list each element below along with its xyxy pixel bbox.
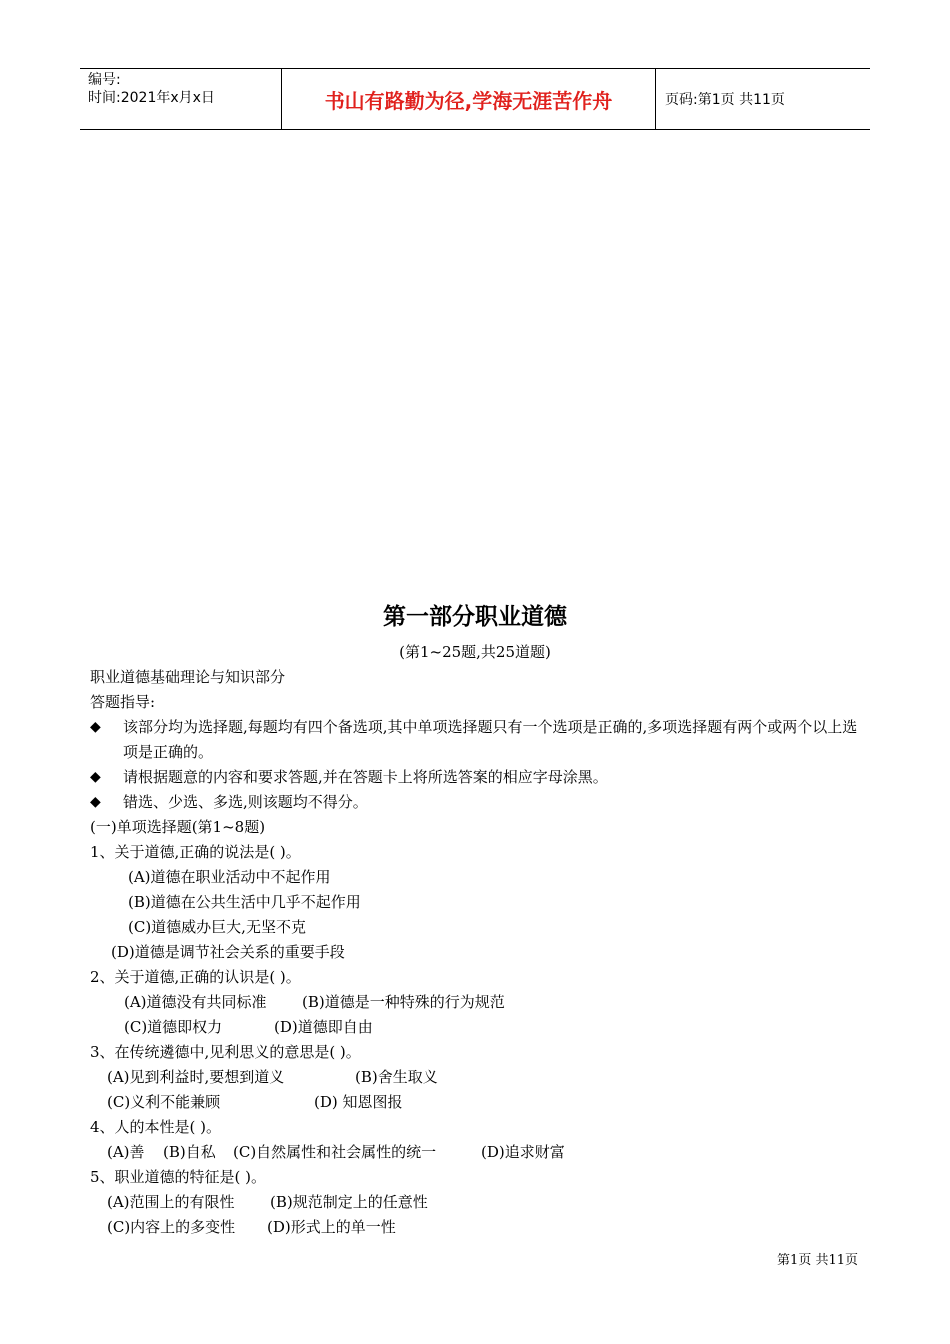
question-option: (D)道德即自由 bbox=[274, 1018, 373, 1036]
question-option: (B)自私 bbox=[163, 1143, 216, 1161]
question-option: (A)见到利益时,要想到道义 bbox=[107, 1068, 285, 1086]
question-option: (B)道德在公共生活中几乎不起作用 bbox=[128, 893, 361, 911]
header-meta bbox=[80, 69, 280, 129]
question-stem: 1、关于道德,正确的说法是( )。 bbox=[90, 843, 301, 861]
question-option: (B)规范制定上的任意性 bbox=[270, 1193, 428, 1211]
guide-bullet bbox=[90, 765, 865, 790]
page-title: 第一部分职业道德 bbox=[383, 603, 567, 630]
guide-label: 答题指导: bbox=[90, 693, 156, 711]
question-option-row bbox=[90, 1015, 865, 1040]
question-option: (C)自然属性和社会属性的统一 bbox=[233, 1143, 437, 1161]
question-option: (D)形式上的单一性 bbox=[267, 1218, 396, 1236]
header-page-cell bbox=[655, 69, 870, 129]
question-stem: 5、职业道德的特征是( )。 bbox=[90, 1168, 267, 1186]
guide-bullet-text: 请根据题意的内容和要求答题,并在答题卡上将所选答案的相应字母涂黑。 bbox=[123, 768, 608, 786]
question-option: (D)追求财富 bbox=[481, 1143, 565, 1161]
question-option: (C)道德即权力 bbox=[124, 1018, 223, 1036]
question-stem: 2、关于道德,正确的认识是( )。 bbox=[90, 968, 301, 986]
question-option: (A)范围上的有限性 bbox=[107, 1193, 235, 1211]
question-option-row bbox=[90, 1140, 865, 1165]
question-option-row bbox=[90, 1065, 865, 1090]
section-heading: 职业道德基础理论与知识部分 bbox=[90, 668, 286, 686]
part-heading: (一)单项选择题(第1~8题) bbox=[90, 818, 266, 836]
guide-bullet-text: 错选、少选、多选,则该题均不得分。 bbox=[123, 793, 368, 811]
guide-bullet bbox=[90, 790, 865, 815]
question-option: (C)内容上的多变性 bbox=[107, 1218, 236, 1236]
header-motto-cell bbox=[281, 69, 656, 129]
question-option: (B)道德是一种特殊的行为规范 bbox=[302, 993, 505, 1011]
page-subtitle: (第1~25题,共25道题) bbox=[399, 643, 551, 661]
diamond-bullet-icon: ◆ bbox=[90, 794, 101, 810]
question-option-row bbox=[90, 1215, 865, 1240]
question-stem: 4、人的本性是( )。 bbox=[90, 1118, 222, 1136]
diamond-bullet-icon: ◆ bbox=[90, 769, 101, 785]
question-option: (C)义利不能兼顾 bbox=[107, 1093, 221, 1111]
diamond-bullet-icon: ◆ bbox=[90, 719, 101, 735]
guide-bullet-text: 该部分均为选择题,每题均有四个备选项,其中单项选择题只有一个选项是正确的,多项选择题有两个或两个以上选项是正确的。 bbox=[123, 718, 858, 761]
document-body bbox=[90, 665, 865, 1240]
question-option: (C)道德威办巨大,无坚不克 bbox=[128, 918, 306, 936]
question-option: (A)道德没有共同标准 bbox=[124, 993, 267, 1011]
document-time-label: 时间:2021年x月x日 bbox=[88, 90, 215, 106]
question-option: (D)道德是调节社会关系的重要手段 bbox=[111, 943, 345, 961]
header-motto: 书山有路勤为径,学海无涯苦作舟 bbox=[324, 88, 613, 113]
header-page-info: 页码:第1页 共11页 bbox=[665, 92, 785, 108]
question-option: (D) 知恩图报 bbox=[314, 1093, 403, 1111]
page-header bbox=[80, 68, 870, 130]
question-stem: 3、在传统遴德中,见利思义的意思是( )。 bbox=[90, 1043, 361, 1061]
question-option: (A)道德在职业活动中不起作用 bbox=[128, 868, 331, 886]
page-footer: 第1页 共11页 bbox=[777, 1253, 858, 1268]
question-option-row bbox=[90, 1090, 865, 1115]
question-option-row bbox=[90, 1190, 865, 1215]
guide-bullet bbox=[90, 715, 865, 765]
question-option: (B)舍生取义 bbox=[355, 1068, 438, 1086]
document-number-label: 编号: bbox=[88, 72, 121, 88]
question-option-row bbox=[90, 990, 865, 1015]
question-option: (A)善 bbox=[107, 1143, 145, 1161]
